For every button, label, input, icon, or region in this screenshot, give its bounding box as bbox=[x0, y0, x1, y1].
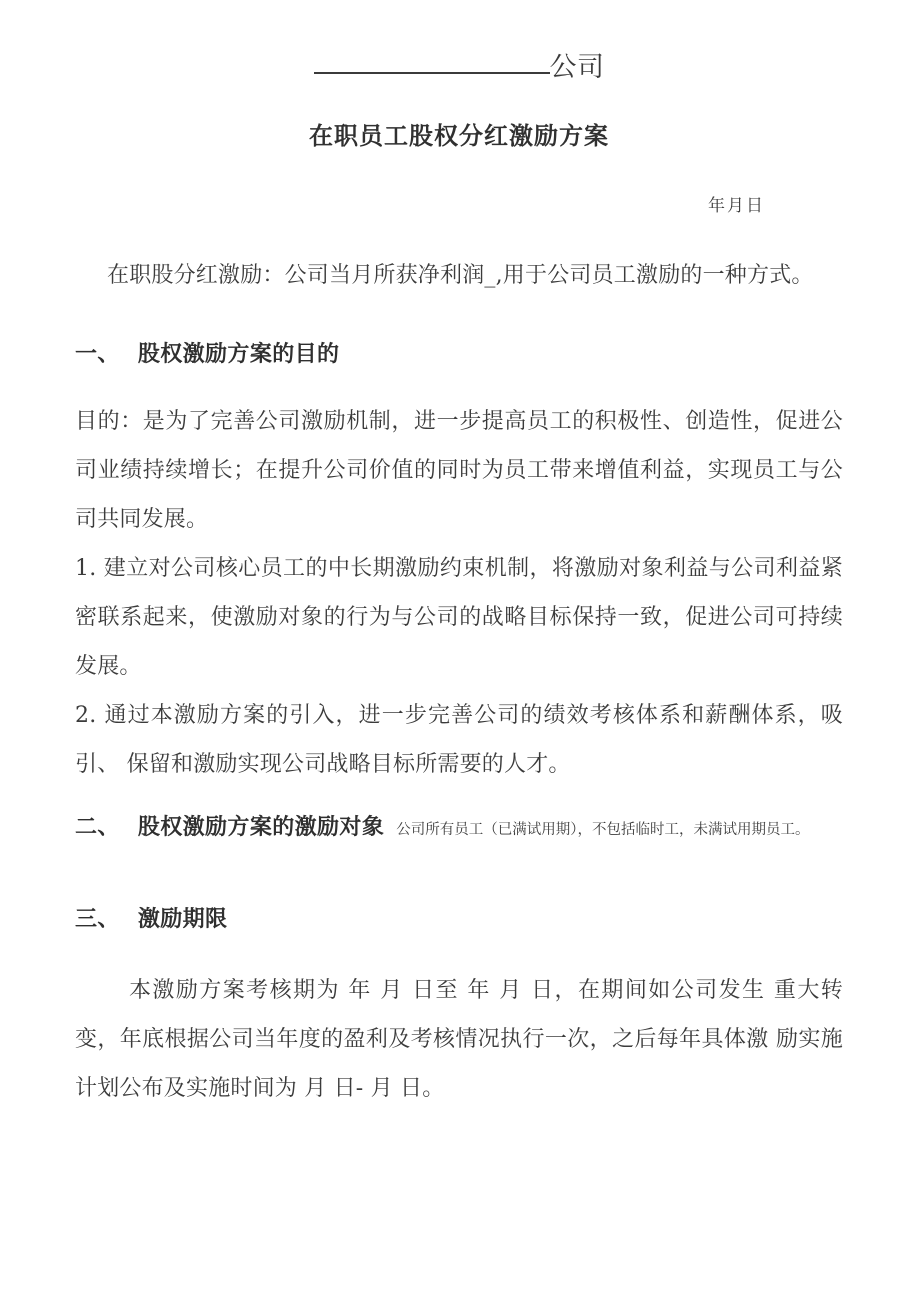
section-1-paragraph-2: 2. 通过本激励方案的引入，进一步完善公司的绩效考核体系和薪酬体系，吸引、 保留和激励实现公司战略目标所需要的人才。 bbox=[75, 703, 843, 778]
section-heading-2 bbox=[75, 803, 843, 855]
section-heading-3 bbox=[75, 895, 843, 944]
document-content bbox=[75, 0, 843, 1113]
section-number-1: 一、 bbox=[75, 341, 120, 368]
section-heading-1 bbox=[75, 330, 843, 379]
section-title-3: 激励期限 bbox=[137, 906, 228, 933]
section-2-note: 公司所有员工（已满试用期），不包括临时工，未满试用期员工。 bbox=[396, 822, 810, 839]
section-title-2: 股权激励方案的激励对象 bbox=[137, 814, 385, 841]
section-title-1: 股权激励方案的目的 bbox=[137, 341, 340, 368]
company-name-blank bbox=[314, 72, 550, 74]
intro-paragraph: 在职股分红激励：公司当月所获净利润_,用于公司员工激励的一种方式。 bbox=[107, 263, 814, 289]
company-title-line bbox=[75, 52, 843, 84]
document-subtitle: 在职员工股权分红激励方案 bbox=[309, 121, 609, 151]
section-number-3: 三、 bbox=[75, 906, 120, 933]
section-1-paragraph-0: 目的：是为了完善公司激励机制，进一步提高员工的积极性、创造性，促进公司业绩持续增长；在提升公司价值的同时为员工带来增值利益，实现员工与公司共同发展。 bbox=[75, 409, 843, 533]
section-3-paragraph-0: 本激励方案考核期为 年 月 日至 年 月 日，在期间如公司发生 重大转变，年底根据公司当年度的盈利及考核情况执行一次，之后每年具体激 励实施计划公布及实施时间为 月 日- 月 日。 bbox=[75, 978, 843, 1102]
section-number-2: 二、 bbox=[75, 814, 120, 841]
section-1-paragraph-1: 1. 建立对公司核心员工的中长期激励约束机制，将激励对象利益与公司利益紧密联系起来，使激励对象的行为与公司的战略目标保持一致，促进公司可持续发展。 bbox=[75, 556, 843, 680]
date-line: 年月日 bbox=[708, 196, 765, 217]
company-title-suffix: 公司 bbox=[549, 52, 605, 83]
